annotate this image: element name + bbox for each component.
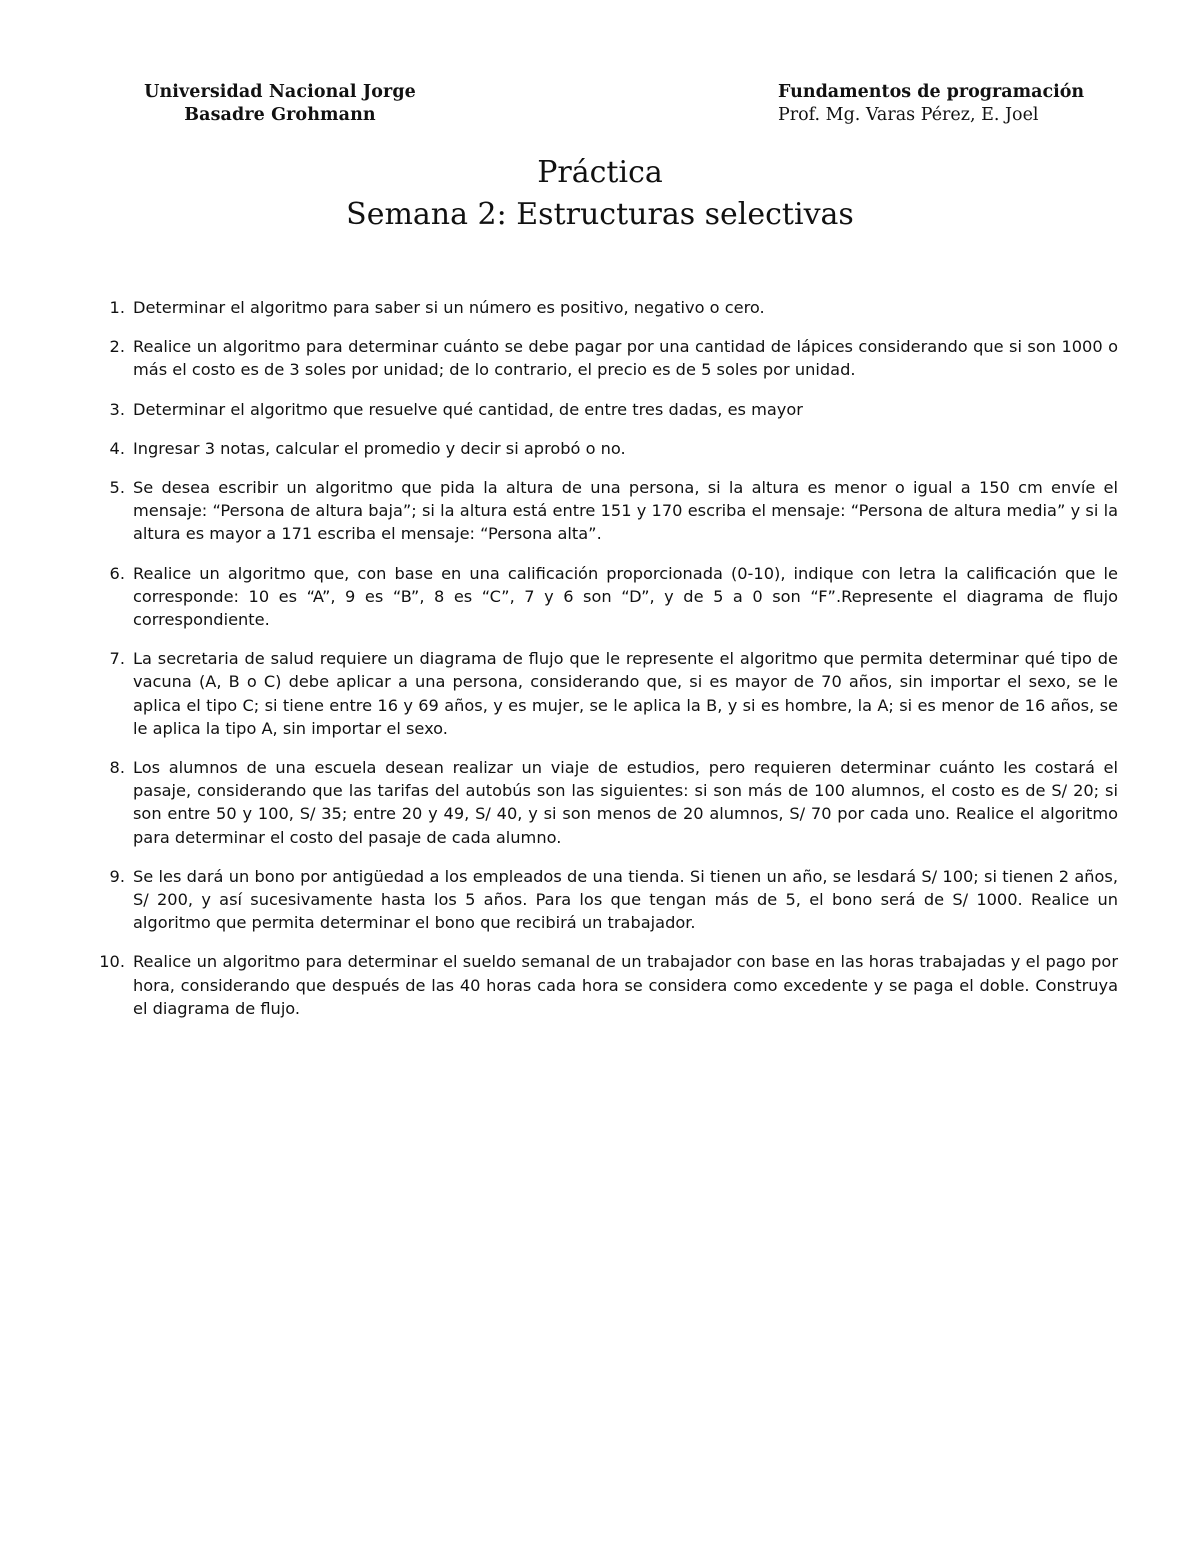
document-title	[0, 152, 1200, 236]
exercise-text: Realice un algoritmo que, con base en una calificación proporcionada (0-10), indique con letra la calificación que le corresponde: 10 es “A”, 9 es “B”, 8 es “C”, 7 y 6 son “D”, y de 5 a 0 son “F”.Represente el diagrama de flujo correspondiente.	[133, 563, 1118, 630]
institution-name-line1: Universidad Nacional Jorge	[144, 82, 416, 102]
exercise-item	[92, 950, 1118, 1020]
exercise-number: 10.	[99, 952, 125, 972]
exercise-text: Se les dará un bono por antigüedad a los empleados de una tienda. Si tienen un año, se lesdará S/ 100; si tienen 2 años, S/ 200, y así sucesivamente hasta los 5 años. Para los que tengan más de 5, el bono será de S/ 1000. Realice un algoritmo que permita determinar el bono que recibirá un trabajador.	[133, 866, 1118, 933]
exercise-number: 2.	[109, 337, 125, 357]
exercise-number: 3.	[109, 399, 125, 419]
exercise-item	[92, 562, 1118, 632]
exercise-text: Se desea escribir un algoritmo que pida la altura de una persona, si la altura es menor o igual a 150 cm envíe el mensaje: “Persona de altura baja”; si la altura está entre 151 y 170 escriba el mensaje: “Persona de altura media” y si la altura es mayor a 171 escriba el mensaje: “Persona alta”.	[133, 478, 1118, 544]
exercise-number: 1.	[109, 298, 125, 317]
exercise-item	[92, 437, 1118, 460]
professor-name: Prof. Mg. Varas Pérez, E. Joel	[778, 105, 1039, 125]
title-line-2: Semana 2: Estructuras selectivas	[346, 197, 854, 232]
exercise-text: Determinar el algoritmo que resuelve qué cantidad, de entre tres dadas, es mayor	[133, 399, 803, 419]
exercise-text: Ingresar 3 notas, calcular el promedio y decir si aprobó o no.	[133, 438, 626, 458]
institution-header	[130, 81, 430, 127]
exercise-item	[92, 647, 1118, 740]
exercise-text: Determinar el algoritmo para saber si un número es positivo, negativo o cero.	[133, 298, 765, 317]
exercise-item	[92, 865, 1118, 935]
course-name: Fundamentos de programación	[778, 82, 1085, 102]
exercise-number: 6.	[109, 563, 125, 583]
exercise-number: 9.	[109, 866, 125, 886]
exercise-number: 7.	[109, 649, 125, 669]
exercise-item	[92, 296, 1118, 319]
exercise-item	[92, 476, 1118, 546]
exercise-text: Realice un algoritmo para determinar cuánto se debe pagar por una cantidad de lápices considerando que si son 1000 o más el costo es de 3 soles por unidad; de lo contrario, el precio es de 5 soles por unidad.	[133, 337, 1118, 380]
exercise-number: 4.	[109, 438, 125, 458]
exercise-list	[92, 296, 1118, 1036]
exercise-number: 8.	[109, 758, 125, 778]
exercise-text: La secretaria de salud requiere un diagrama de flujo que le represente el algoritmo que permita determinar qué tipo de vacuna (A, B o C) debe aplicar a una persona, considerando que, si es mayor de 70 años, sin importar el sexo, se le aplica el tipo C; si tiene entre 16 y 69 años, y es mujer, se le aplica la B, y si es hombre, la A; si es menor de 16 años, se le aplica la tipo A, sin importar el sexo.	[133, 649, 1118, 738]
exercise-text: Los alumnos de una escuela desean realizar un viaje de estudios, pero requieren determinar cuánto les costará el pasaje, considerando que las tarifas del autobús son las siguientes: si son más de 100 alumnos, el costo es de S/ 20; si son entre 50 y 100, S/ 35; entre 20 y 49, S/ 40, y si son menos de 20 alumnos, S/ 70 por cada uno. Realice el algoritmo para determinar el costo del pasaje de cada alumno.	[133, 758, 1118, 847]
exercise-number: 5.	[109, 478, 125, 498]
title-line-1: Práctica	[537, 155, 663, 190]
exercise-text: Realice un algoritmo para determinar el sueldo semanal de un trabajador con base en las horas trabajadas y el pago por hora, considerando que después de las 40 horas cada hora se considera como excedente y se paga el doble. Construya el diagrama de flujo.	[133, 952, 1118, 1018]
course-header	[778, 81, 1108, 127]
exercise-item	[92, 398, 1118, 421]
exercise-item	[92, 756, 1118, 849]
exercise-item	[92, 335, 1118, 381]
institution-name-line2: Basadre Grohmann	[184, 105, 376, 125]
